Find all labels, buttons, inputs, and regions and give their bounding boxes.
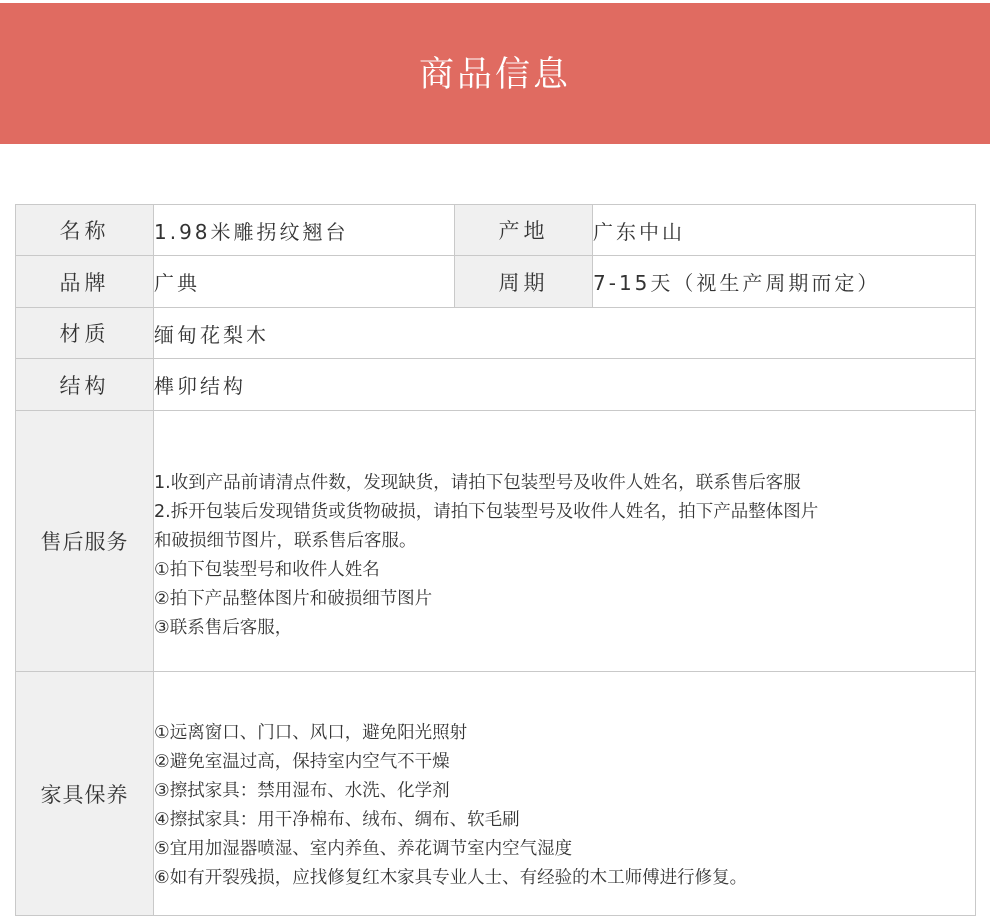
name-value: 1.98米雕拐纹翘台 bbox=[154, 205, 455, 256]
name-label: 名称 bbox=[16, 205, 154, 256]
table-row bbox=[16, 308, 976, 359]
table-row bbox=[16, 256, 976, 308]
care-line: ⑤宜用加湿器喷湿、室内养鱼、养花调节室内空气湿度 bbox=[154, 838, 573, 859]
header-banner bbox=[0, 3, 990, 144]
care-line: ④擦拭家具：用干净棉布、绒布、绸布、软毛刷 bbox=[154, 809, 520, 830]
aftersale-line: ③联系售后客服， bbox=[154, 618, 293, 638]
material-label: 材质 bbox=[16, 308, 154, 359]
care-line: ⑥如有开裂残损，应找修复红木家具专业人士、有经验的木工师傅进行修复。 bbox=[154, 867, 748, 888]
period-value: 7-15天（视生产周期而定） bbox=[593, 256, 976, 308]
page-title: 商品信息 bbox=[418, 54, 571, 95]
structure-value: 榫卯结构 bbox=[154, 359, 976, 411]
brand-label: 品牌 bbox=[16, 256, 154, 308]
aftersale-content bbox=[154, 411, 976, 672]
table-row bbox=[16, 205, 976, 256]
table-row bbox=[16, 411, 976, 672]
material-value: 缅甸花梨木 bbox=[154, 308, 976, 359]
structure-label: 结构 bbox=[16, 359, 154, 411]
table-row bbox=[16, 672, 976, 916]
aftersale-label: 售后服务 bbox=[16, 411, 154, 672]
care-content bbox=[154, 672, 976, 916]
aftersale-line: 和破损细节图片，联系售后客服。 bbox=[154, 531, 417, 551]
care-line: ③擦拭家具：禁用湿布、水洗、化学剂 bbox=[154, 780, 450, 801]
aftersale-line: 1.收到产品前请清点件数，发现缺货，请拍下包装型号及收件人姓名，联系售后客服 bbox=[154, 473, 801, 493]
care-line: ②避免室温过高，保持室内空气不干燥 bbox=[154, 751, 450, 772]
care-label: 家具保养 bbox=[16, 672, 154, 916]
origin-label: 产地 bbox=[455, 205, 593, 256]
origin-value: 广东中山 bbox=[593, 205, 976, 256]
aftersale-line: ②拍下产品整体图片和破损细节图片 bbox=[154, 589, 433, 609]
care-line: ①远离窗口、门口、风口，避免阳光照射 bbox=[154, 722, 468, 743]
aftersale-line: 2.拆开包装后发现错货或货物破损，请拍下包装型号及收件人姓名，拍下产品整体图片 bbox=[154, 502, 819, 522]
period-label: 周期 bbox=[455, 256, 593, 308]
product-info-table bbox=[15, 204, 976, 916]
table-row bbox=[16, 359, 976, 411]
brand-value: 广典 bbox=[154, 256, 455, 308]
aftersale-line: ①拍下包装型号和收件人姓名 bbox=[154, 560, 380, 580]
